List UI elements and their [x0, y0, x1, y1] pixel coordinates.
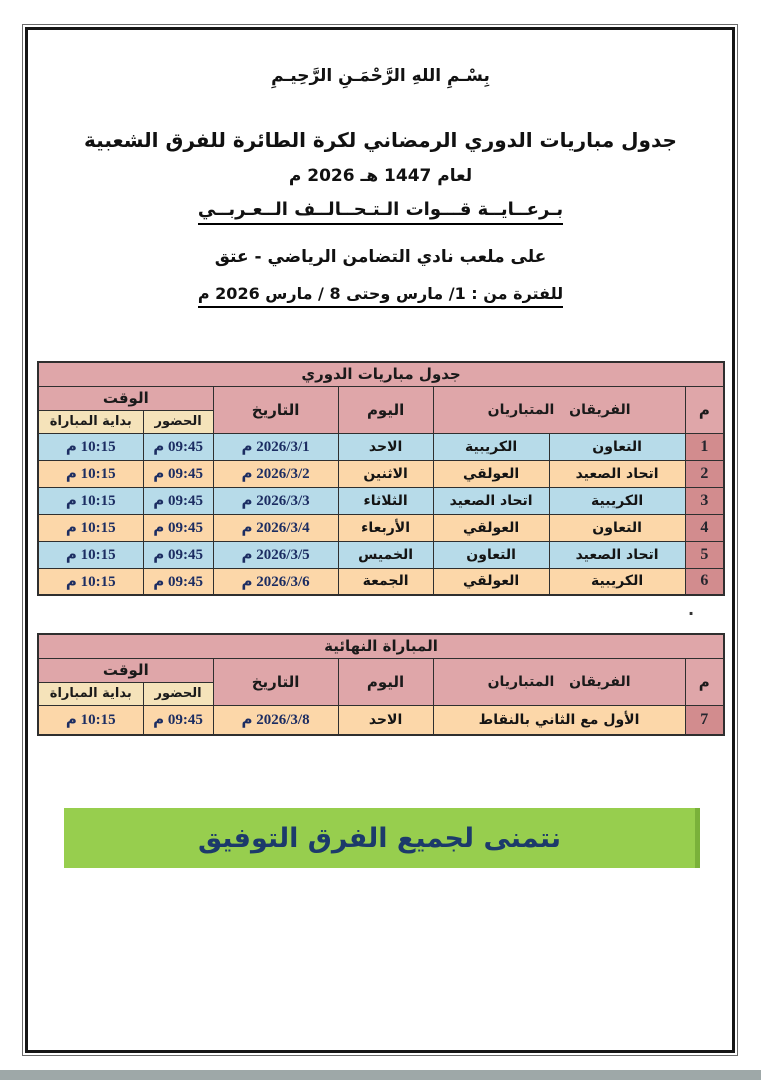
match-row-6: [38, 568, 724, 595]
match-day: الأربعاء: [338, 514, 433, 541]
league-schedule-table: [37, 361, 725, 596]
match-number: 7: [685, 705, 724, 735]
match-row-2: [38, 460, 724, 487]
match-number: 1: [685, 433, 724, 460]
document-year-line: لعام 1447 هـ 2026 م: [288, 166, 473, 186]
league-table-title: جدول مباريات الدوري: [38, 362, 724, 386]
col-header-num: م: [685, 386, 724, 433]
attendance-time: 09:45 م: [143, 705, 213, 735]
start-time: 10:15 م: [38, 568, 143, 595]
match-date: 2026/3/6 م: [213, 568, 338, 595]
match-day: الاثنين: [338, 460, 433, 487]
match-number: 5: [685, 541, 724, 568]
team-2: العولقي: [433, 514, 549, 541]
col-header-time: الوقت: [38, 658, 213, 682]
bismillah-calligraphy: بِسْـمِ اللهِ الرَّحْمَـنِ الرَّحِيـمِ: [271, 66, 490, 86]
match-row-3: [38, 487, 724, 514]
stray-dot: .: [688, 600, 695, 619]
team-2: اتحاد الصعيد: [433, 487, 549, 514]
photo-bottom-gray-bar: [0, 1070, 761, 1080]
match-day: الثلاثاء: [338, 487, 433, 514]
attendance-time: 09:45 م: [143, 568, 213, 595]
start-time: 10:15 م: [38, 487, 143, 514]
col-header-start: بداية المباراة: [38, 682, 143, 705]
team-2: التعاون: [433, 541, 549, 568]
col-header-num: م: [685, 658, 724, 705]
team-1: الكريبية: [549, 487, 685, 514]
attendance-time: 09:45 م: [143, 514, 213, 541]
match-row-7: [38, 705, 724, 735]
team-2: العولقي: [433, 568, 549, 595]
match-number: 4: [685, 514, 724, 541]
attendance-time: 09:45 م: [143, 487, 213, 514]
venue-line: على ملعب نادي التضامن الرياضي - عتق: [214, 247, 547, 267]
match-day: الاحد: [338, 705, 433, 735]
good-luck-banner: [64, 808, 700, 868]
attendance-time: 09:45 م: [143, 433, 213, 460]
match-number: 2: [685, 460, 724, 487]
match-number: 3: [685, 487, 724, 514]
league-table-header-row: [38, 386, 724, 410]
attendance-time: 09:45 م: [143, 460, 213, 487]
team-1: التعاون: [549, 514, 685, 541]
match-date: 2026/3/8 م: [213, 705, 338, 735]
col-header-date: التاريخ: [213, 386, 338, 433]
final-teams: الأول مع الثاني بالنقاط: [433, 705, 685, 735]
match-day: الاحد: [338, 433, 433, 460]
match-date: 2026/3/2 م: [213, 460, 338, 487]
team-1: اتحاد الصعيد: [549, 541, 685, 568]
col-header-day: اليوم: [338, 386, 433, 433]
team-2: العولقي: [433, 460, 549, 487]
final-table-title: المباراة النهائية: [38, 634, 724, 658]
good-luck-banner-text: نتمنى لجميع الفرق التوفيق: [197, 822, 562, 854]
col-header-time: الوقت: [38, 386, 213, 410]
match-date: 2026/3/3 م: [213, 487, 338, 514]
final-table-title-row: [38, 634, 724, 658]
match-number: 6: [685, 568, 724, 595]
col-header-teams: الفريقان المتباريان: [433, 658, 685, 705]
col-header-attendance: الحضور: [143, 682, 213, 705]
col-header-date: التاريخ: [213, 658, 338, 705]
match-date: 2026/3/5 م: [213, 541, 338, 568]
sponsor-line: بـرعــايــة قـــوات الـتـحــالــف الــعـربــي: [23, 199, 738, 225]
team-1: اتحاد الصعيد: [549, 460, 685, 487]
attendance-time: 09:45 م: [143, 541, 213, 568]
start-time: 10:15 م: [38, 460, 143, 487]
col-header-day: اليوم: [338, 658, 433, 705]
col-header-teams: الفريقان المتباريان: [433, 386, 685, 433]
match-date: 2026/3/1 م: [213, 433, 338, 460]
col-header-start: بداية المباراة: [38, 410, 143, 433]
final-table-header-row: [38, 658, 724, 682]
final-match-table: [37, 633, 725, 736]
match-row-1: [38, 433, 724, 460]
league-table-title-row: [38, 362, 724, 386]
team-1: الكريبية: [549, 568, 685, 595]
team-1: التعاون: [549, 433, 685, 460]
start-time: 10:15 م: [38, 433, 143, 460]
col-header-attendance: الحضور: [143, 410, 213, 433]
match-day: الخميس: [338, 541, 433, 568]
match-row-5: [38, 541, 724, 568]
start-time: 10:15 م: [38, 541, 143, 568]
start-time: 10:15 م: [38, 705, 143, 735]
match-row-4: [38, 514, 724, 541]
match-date: 2026/3/4 م: [213, 514, 338, 541]
start-time: 10:15 م: [38, 514, 143, 541]
document-title: جدول مباريات الدوري الرمضاني لكرة الطائرة للفرق الشعبية: [84, 128, 677, 152]
team-2: الكريبية: [433, 433, 549, 460]
match-day: الجمعة: [338, 568, 433, 595]
period-line: للفترة من : 1/ مارس وحتى 8 / مارس 2026 م: [23, 284, 738, 308]
